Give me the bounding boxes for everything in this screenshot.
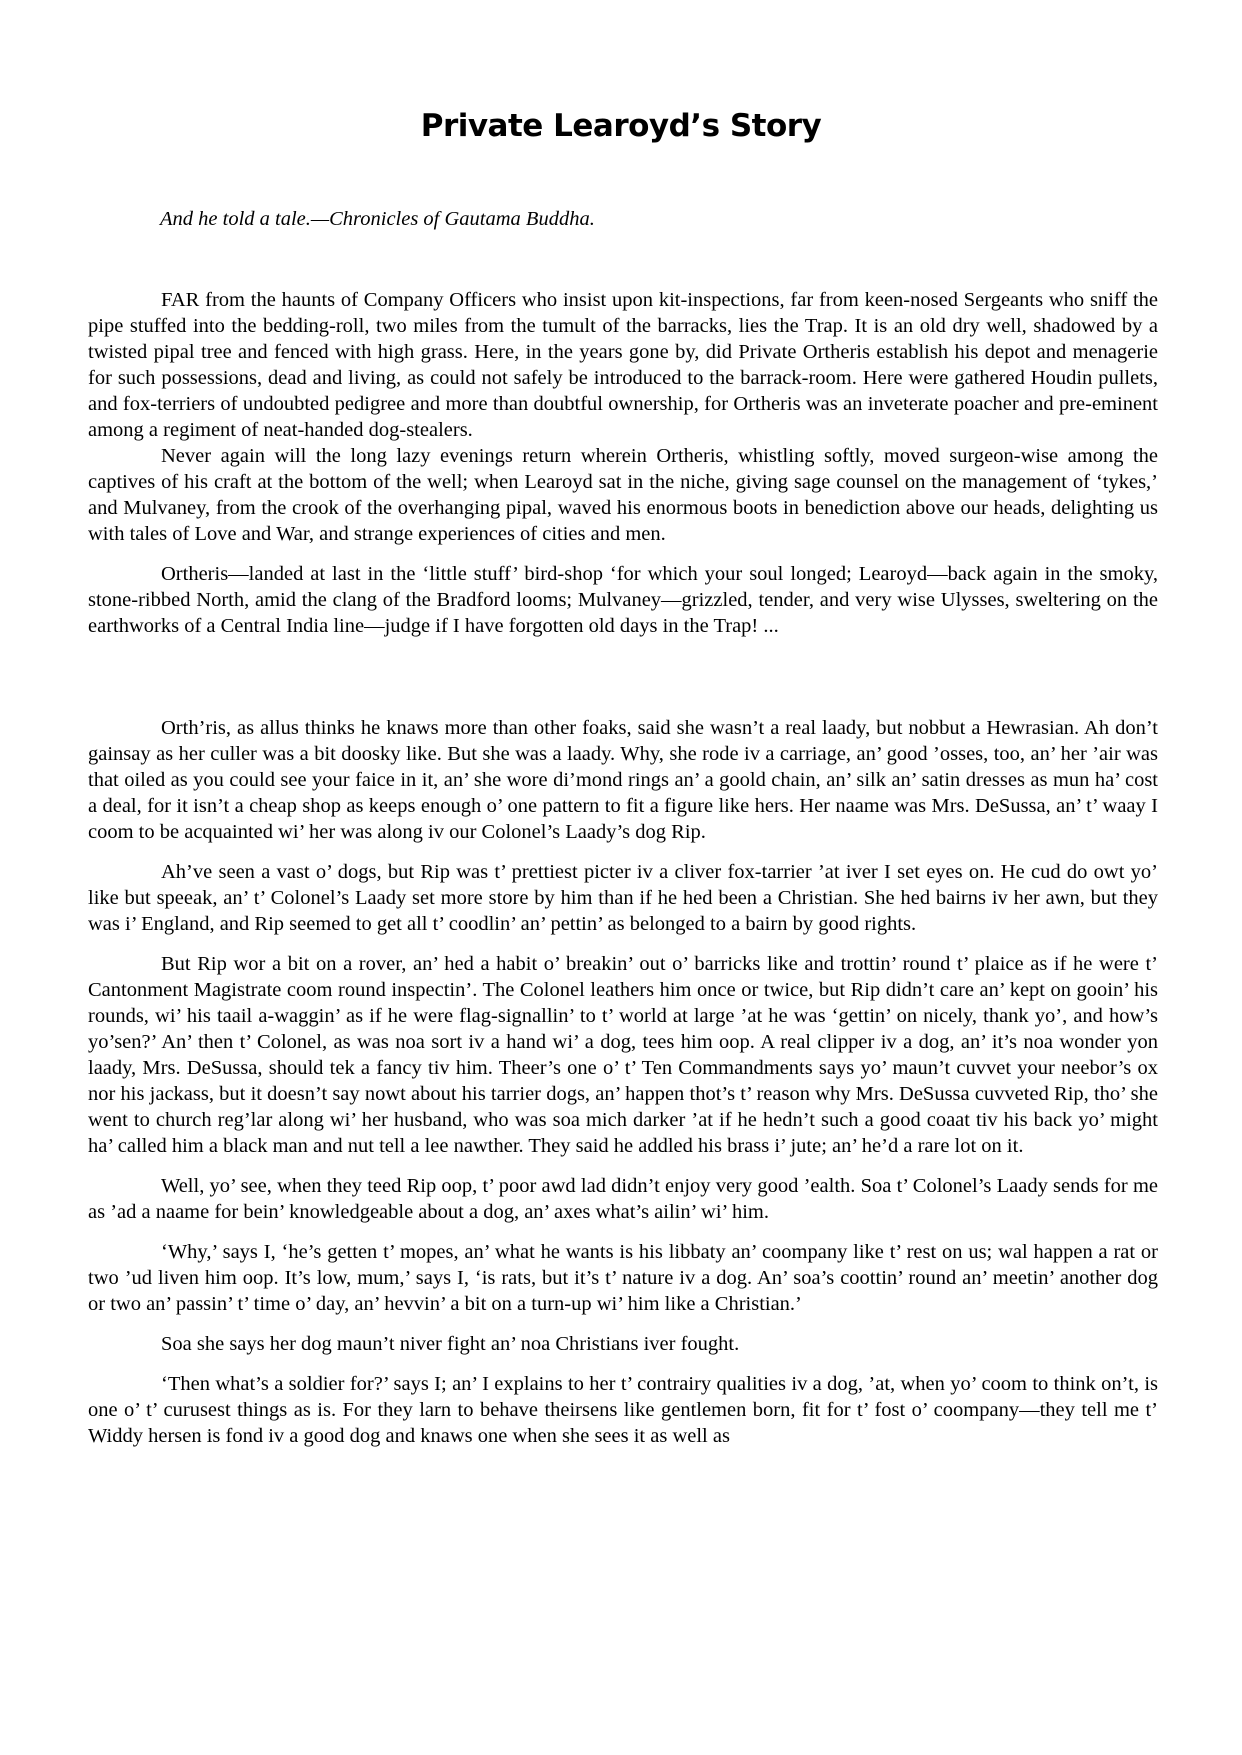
paragraph: ‘Then what’s a soldier for?’ says I; an’ I explains to her t’ contrairy qualities iv a dog, ’at, when yo’ coom to think on’t, is one o’ t’ curusest things as is. For they larn to behave theirsens like gentlemen born, fit for t’ fost o’ coompany—they tell me t’ Widdy hersen is fond iv a good dog and knaws one when she sees it as well as — [88, 1373, 1158, 1447]
paragraph: FAR from the haunts of Company Officers who insist upon kit-inspections, far from keen-nosed Sergeants who sniff the pipe stuffed into the bedding-roll, two miles from the tumult of the barracks, lies the Trap. It is an old dry well, shadowed by a twisted pipal tree and fenced with high grass. Here, in the years gone by, did Private Ortheris establish his depot and menagerie for such possessions, dead and living, as could not safely be introduced to the barrack-room. Here were gathered Houdin pullets, and fox-terriers of undoubted pedigree and more than doubtful ownership, for Ortheris was an inveterate poacher and pre-eminent among a regiment of neat-handed dog-stealers. — [88, 289, 1158, 441]
paragraph: Ah’ve seen a vast o’ dogs, but Rip was t’ prettiest picter iv a cliver fox-tarrier ’at iver I set eyes on. He cud do owt yo’ like but speeak, an’ t’ Colonel’s Laady set more store by him than if he hed been a Christian. She hed bairns iv her awn, but they was i’ England, and Rip seemed to get all t’ coodlin’ an’ pettin’ as belonged to a bairn by good rights. — [88, 861, 1158, 935]
story-body — [88, 287, 1158, 1449]
paragraph: Well, yo’ see, when they teed Rip oop, t’ poor awd lad didn’t enjoy very good ’ealth. Soa t’ Colonel’s Laady sends for me as ’ad a naame for bein’ knowledgeable about a dog, an’ axes what’s ailin’ wi’ him. — [88, 1175, 1158, 1223]
paragraph: Orth’ris, as allus thinks he knaws more than other foaks, said she wasn’t a real laady, but nobbut a Hewrasian. Ah don’t gainsay as her culler was a bit doosky like. But she was a laady. Why, she rode iv a carriage, an’ good ’osses, too, an’ her ’air was that oiled as you could see your faice in it, an’ she wore di’mond rings an’ a goold chain, an’ silk an’ satin dresses as mun ha’ cost a deal, for it isn’t a cheap shop as keeps enough o’ one pattern to fit a figure like hers. Her naame was Mrs. DeSussa, an’ t’ waay I coom to be acquainted wi’ her was along iv our Colonel’s Laady’s dog Rip. — [88, 717, 1158, 843]
paragraph: Ortheris—landed at last in the ‘little stuff’ bird-shop ‘for which your soul longed; Learoyd—back again in the smoky, stone-ribbed North, amid the clang of the Bradford looms; Mulvaney—grizzled, tender, and very wise Ulysses, sweltering on the earthworks of a Central India line—judge if I have forgotten old days in the Trap! ... — [88, 563, 1158, 637]
paragraph: Never again will the long lazy evenings return wherein Ortheris, whistling softly, moved surgeon-wise among the captives of his craft at the bottom of the well; when Learoyd sat in the niche, giving sage counsel on the management of ‘tykes,’ and Mulvaney, from the crook of the overhanging pipal, waved his enormous boots in benediction above our heads, delighting us with tales of Love and War, and strange experiences of cities and men. — [88, 445, 1158, 545]
page-title: Private Learoyd’s Story — [420, 108, 822, 144]
paragraph: ‘Why,’ says I, ‘he’s getten t’ mopes, an’ what he wants is his libbaty an’ coompany like t’ rest on us; wal happen a rat or two ’ud liven him oop. It’s low, mum,’ says I, ‘is rats, but it’s t’ nature iv a dog. An’ soa’s coottin’ round an’ meetin’ another dog or two an’ passin’ t’ time o’ day, an’ hevvin’ a bit on a turn-up wi’ him like a Christian.’ — [88, 1241, 1158, 1315]
paragraph: Soa she says her dog maun’t niver fight an’ noa Christians iver fought. — [161, 1333, 740, 1355]
paragraph: But Rip wor a bit on a rover, an’ hed a habit o’ breakin’ out o’ barricks like and trottin’ round t’ plaice as if he were t’ Cantonment Magistrate coom round inspectin’. The Colonel leathers him once or twice, but Rip didn’t care an’ kept on gooin’ his rounds, wi’ his taail a-waggin’ as if he were flag-signallin’ to t’ world at large ’at he was ‘gettin’ on nicely, thank yo’, and how’s yo’sen?’ An’ then t’ Colonel, as was noa sort iv a hand wi’ a dog, tees him oop. A real clipper iv a dog, an’ it’s noa wonder yon laady, Mrs. DeSussa, should tek a fancy tiv him. Theer’s one o’ t’ Ten Commandments says yo’ maun’t cuvvet your neebor’s ox nor his jackass, but it doesn’t say nowt about his tarrier dogs, an’ happen thot’s t’ reason why Mrs. DeSussa cuvveted Rip, tho’ she went to church reg’lar along wi’ her husband, who was soa mich darker ’at if he hedn’t such a good coaat tiv his back yo’ might ha’ called him a black man and nut tell a lee nawther. They said he addled his brass i’ jute; an’ he’d a rare lot on it. — [88, 953, 1158, 1157]
epigraph: And he told a tale.—Chronicles of Gautama Buddha. — [160, 208, 595, 230]
